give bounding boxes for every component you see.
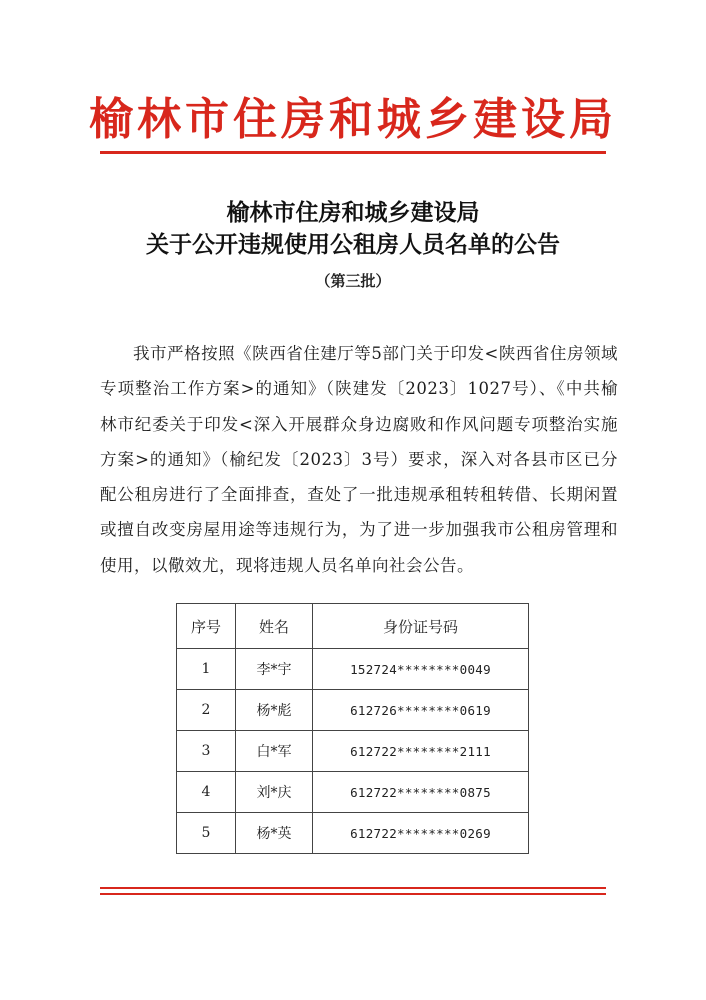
header-name: 姓名: [236, 604, 313, 649]
table-header-row: [177, 604, 529, 649]
notice-body-paragraph: 我市严格按照《陕西省住建厅等5部门关于印发<陕西省住房领域专项整治工作方案>的通知》（陕建发〔2023〕1027号）、《中共榆林市纪委关于印发<深入开展群众身边腐败和作风问题专项整治实施方案>的通知》（榆纪发〔2023〕3号）要求，深入对各县市区已分配公租房进行了全面排查，查处了一批违规承租转租转借、长期闲置或擅自改变房屋用途等违规行为，为了进一步加强我市公租房管理和使用，以儆效尤，现将违规人员名单向社会公告。: [100, 344, 618, 575]
row-serial-number: 4: [177, 772, 236, 813]
row-id-number: 612722********0875: [313, 772, 529, 813]
row-name: 白*军: [236, 731, 313, 772]
row-id-number: 612722********0269: [313, 813, 529, 854]
row-serial-number: 1: [177, 649, 236, 690]
row-name: 杨*英: [236, 813, 313, 854]
notice-batch-label: （第三批）: [315, 272, 391, 290]
header-id-number: 身份证号码: [313, 604, 529, 649]
row-name: 杨*彪: [236, 690, 313, 731]
notice-title-line2: 关于公开违规使用公租房人员名单的公告: [146, 231, 560, 258]
row-serial-number: 5: [177, 813, 236, 854]
row-serial-number: 3: [177, 731, 236, 772]
footer-red-rule-lower: [100, 893, 606, 895]
notice-title-line1: 榆林市住房和城乡建设局: [226, 199, 480, 226]
table-row: [177, 772, 529, 813]
row-serial-number: 2: [177, 690, 236, 731]
row-name: 李*宇: [236, 649, 313, 690]
row-id-number: 152724********0049: [313, 649, 529, 690]
table-row: [177, 690, 529, 731]
violators-table-container: [176, 603, 529, 854]
table-row: [177, 813, 529, 854]
table-row: [177, 731, 529, 772]
row-id-number: 612722********2111: [313, 731, 529, 772]
organization-letterhead: 榆林市住房和城乡建设局: [89, 94, 617, 145]
header-serial-number: 序号: [177, 604, 236, 649]
table-row: [177, 649, 529, 690]
violators-table: [176, 603, 529, 854]
letterhead-red-rule: [100, 151, 606, 154]
row-id-number: 612726********0619: [313, 690, 529, 731]
row-name: 刘*庆: [236, 772, 313, 813]
footer-red-rule-upper: [100, 887, 606, 889]
